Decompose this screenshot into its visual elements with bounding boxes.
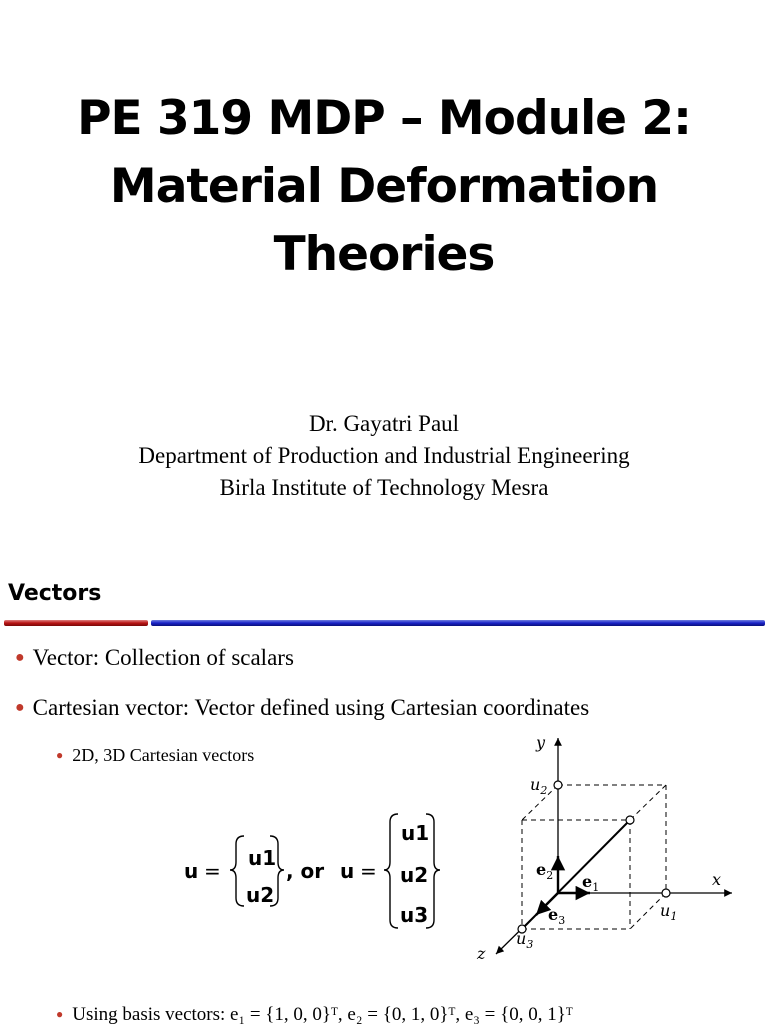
label-z: z — [477, 944, 486, 963]
bullet-dot: ● — [15, 649, 25, 666]
vector-equation — [180, 810, 450, 935]
label-e2: $e_2$ — [536, 860, 554, 882]
label-e1: $e_1$ — [582, 872, 600, 894]
bullet-text: Vector: Collection of scalars — [32, 645, 294, 670]
author-department: Department of Production and Industrial Engineering — [138, 443, 630, 468]
label-y: y — [536, 733, 546, 752]
eq-lhs-u: u — [184, 859, 199, 883]
eq-brace-left-2 — [230, 836, 244, 906]
author-name: Dr. Gayatri Paul — [308, 411, 460, 436]
sub-bullet-basis-vectors — [56, 1004, 573, 1026]
eq-vec3-u1: u1 — [401, 821, 430, 845]
label-u3: $u_3$ — [516, 929, 534, 951]
label-u1: $u_1$ — [660, 901, 678, 923]
bullet-cartesian-vector — [15, 695, 589, 721]
eq-vec2-u2: u2 — [246, 883, 275, 907]
bullet-dot: ● — [15, 699, 25, 716]
label-u2: $u_2$ — [530, 775, 548, 797]
title-line-1: PE 319 MDP – Module 2: — [77, 91, 691, 146]
eq-brace-left-3 — [384, 814, 398, 928]
point-u2 — [554, 781, 562, 789]
bullet-text: Cartesian vector: Vector defined using Cartesian coordinates — [32, 695, 590, 720]
sub-bullet-text: Using basis vectors: e₁ = {1, 0, 0}ᵀ, e₂ = {0, 1, 0}ᵀ, e₃ = {0, 0, 1}ᵀ — [72, 1004, 573, 1025]
point-u — [626, 816, 634, 824]
eq-vec2-u1: u1 — [248, 846, 277, 870]
author-block — [0, 408, 768, 504]
sub-bullet-text: 2D, 3D Cartesian vectors — [72, 745, 255, 765]
eq-equals-2: = — [360, 859, 377, 883]
section-heading: Vectors — [8, 581, 102, 606]
heading-rule-blue — [151, 620, 765, 626]
label-x: x — [712, 870, 722, 889]
author-institute: Birla Institute of Technology Mesra — [219, 475, 549, 500]
eq-or-text: , or — [286, 859, 325, 883]
eq-equals: = — [204, 859, 221, 883]
sub-bullet-2d-3d — [56, 745, 254, 766]
title-line-2: Material Deformation — [109, 159, 659, 214]
title-line-3: Theories — [273, 227, 495, 282]
point-u1 — [662, 889, 670, 897]
eq-vec3-u2: u2 — [400, 863, 429, 887]
slide-title — [0, 85, 768, 289]
eq-vec3-u3: u3 — [400, 903, 429, 927]
heading-rule-red — [4, 620, 148, 626]
eq-lhs-u-2: u — [340, 859, 355, 883]
bullet-dot: ● — [56, 1007, 64, 1021]
bullet-vector — [15, 645, 294, 671]
cartesian-3d-diagram — [470, 728, 768, 968]
bullet-dot: ● — [56, 748, 64, 762]
label-e3: $e_3$ — [548, 905, 566, 927]
